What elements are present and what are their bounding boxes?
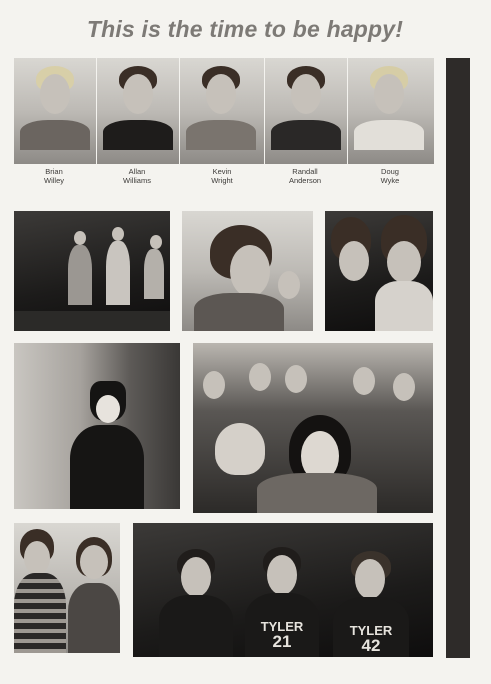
photo-gym-dancers: [14, 211, 170, 331]
first-name: Allan: [128, 167, 146, 176]
portrait-photo-3: [180, 58, 264, 164]
last-name: Williams: [123, 176, 151, 185]
photo-cat-costume: [14, 343, 180, 509]
portrait-photo-1: [14, 58, 96, 164]
portrait-caption-1: [14, 167, 94, 185]
portrait-photo-4: [265, 58, 347, 164]
page-edge-bar: [446, 58, 470, 658]
jersey-number: 21: [272, 632, 292, 651]
jersey-team: TYLER: [260, 619, 304, 634]
first-name: Brian: [45, 167, 63, 176]
photo-basketball-players: [133, 523, 433, 657]
jersey-team: TYLER: [349, 623, 393, 638]
portrait-caption-2: [97, 167, 177, 185]
jersey-21: [252, 619, 312, 652]
last-name: Willey: [44, 176, 64, 185]
page-title: This is the time to be happy!: [86, 16, 404, 42]
last-name: Anderson: [288, 176, 322, 185]
last-name: Wright: [211, 176, 233, 185]
photo-couple-talking: [14, 523, 120, 653]
portrait-photo-5: [348, 58, 434, 164]
jersey-number: 42: [361, 636, 381, 655]
photo-two-students-profile: [182, 211, 313, 331]
portrait-caption-5: [350, 167, 430, 185]
last-name: Wyke: [380, 176, 400, 185]
first-name: Randall: [292, 167, 318, 176]
first-name: Doug: [381, 167, 399, 176]
portrait-photo-2: [97, 58, 179, 164]
photo-classroom-crowd: [193, 343, 433, 513]
portrait-caption-4: [265, 167, 345, 185]
first-name: Kevin: [212, 167, 232, 176]
photo-couple-close: [325, 211, 433, 331]
jersey-42: [341, 623, 401, 656]
portrait-caption-3: [182, 167, 262, 185]
